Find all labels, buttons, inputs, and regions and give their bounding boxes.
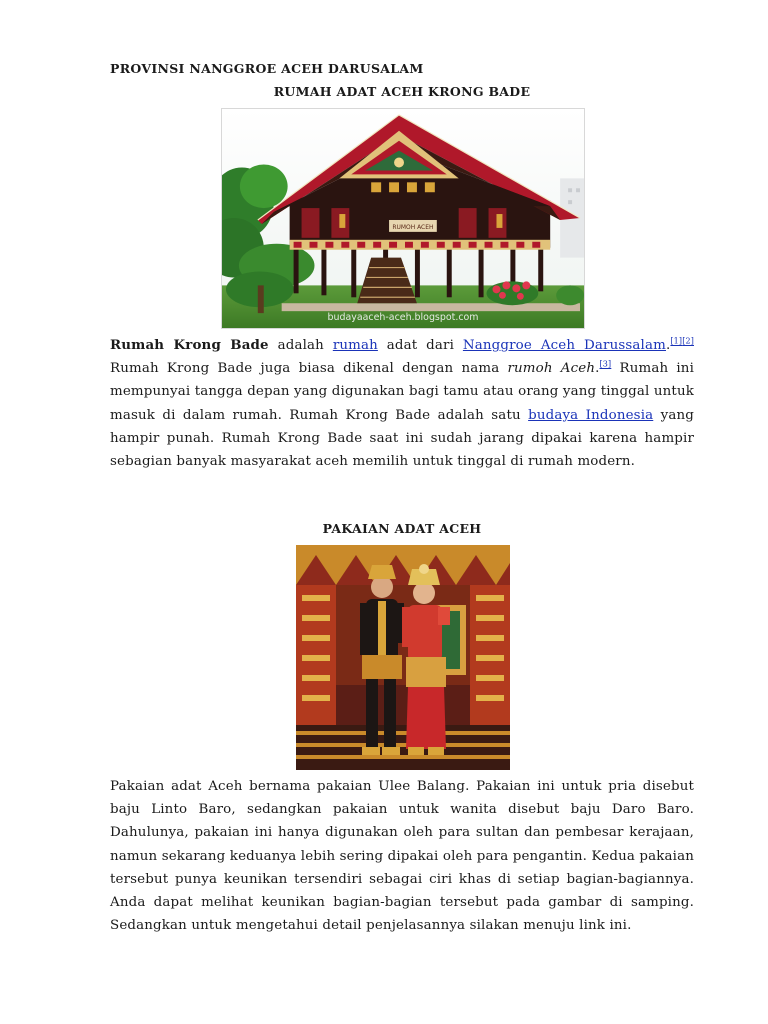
province-heading: PROVINSI NANGGROE ACEH DARUSALAM xyxy=(110,61,424,76)
citation-3[interactable]: [3] xyxy=(599,359,612,369)
ulee-balang-couple-image xyxy=(296,545,510,770)
text-segment: adat dari xyxy=(377,338,463,353)
link-nanggroe-aceh-darussalam[interactable]: Nanggroe Aceh Darussalam xyxy=(462,338,666,353)
link-rumah[interactable]: rumah xyxy=(332,338,378,353)
house-heading: RUMAH ADAT ACEH KRONG BADE xyxy=(273,84,531,99)
citation-2[interactable]: [2] xyxy=(682,336,694,346)
lead-term: Rumah Krong Bade xyxy=(110,337,269,353)
text-segment: yang hampir punah. Rumah Krong Bade saat ini sudah jarang dipakai karena hampir sebagian banyak masyarakat aceh memilih untuk tinggal di rumah modern. xyxy=(110,407,694,470)
pakaian-paragraph: Pakaian adat Aceh bernama pakaian Ulee Balang. Pakaian ini untuk pria disebut baju Linto Baro, sedangkan pakaian untuk wanita disebut baju Daro Baro. Dahulunya, pakaian ini hanya digunakan oleh para sultan dan pembesar kerajaan, namun sekarang keduanya lebih sering dipakai oleh para pengantin. Kedua pakaian tersebut punya keunikan tersendiri sebagai ciri khas di setiap bagian-bagiannya. Anda dapat melihat keunikan bagian-bagian tersebut pada gambar di samping. Sedangkan untuk mengetahui detail penjelasannya silakan menuju link ini. xyxy=(110,779,694,934)
text-segment: Rumah Krong Bade juga biasa dikenal dengan nama xyxy=(110,361,508,377)
text-segment: Rumah ini mempunyai tangga depan yang digunakan bagi tamu atau orang yang tinggal untuk masuk di dalam rumah. Rumah Krong Bade adalah satu xyxy=(110,361,694,423)
krong-bade-paragraph: Rumah Krong Bade adalah rumah adat dari Nanggroe Aceh Darussalam.[1][2] Rumah Krong Bade juga biasa dikenal dengan nama rumoh Aceh.[3] Rumah ini mempunyai tangga depan yang digunakan bagi tamu atau orang yang tinggal untuk masuk di dalam rumah. Rumah Krong Bade adalah satu budaya Indonesia yang hampir punah. Rumah Krong Bade saat ini sudah jarang dipakai karena hampir sebagian banyak masyarakat aceh memilih untuk tinggal di rumah modern. xyxy=(110,336,694,470)
text-segment: adalah xyxy=(268,338,333,353)
citation-1[interactable]: [1] xyxy=(670,336,683,346)
clothing-heading: PAKAIAN ADAT ACEH xyxy=(322,521,482,536)
krong-bade-house-image xyxy=(221,108,585,329)
italic-name: rumoh Aceh xyxy=(507,361,596,377)
house-sign: RUMOH ACEH xyxy=(392,223,434,231)
link-budaya-indonesia[interactable]: budaya Indonesia xyxy=(528,407,654,423)
image-watermark: budayaaceh-aceh.blogspot.com xyxy=(327,312,479,324)
